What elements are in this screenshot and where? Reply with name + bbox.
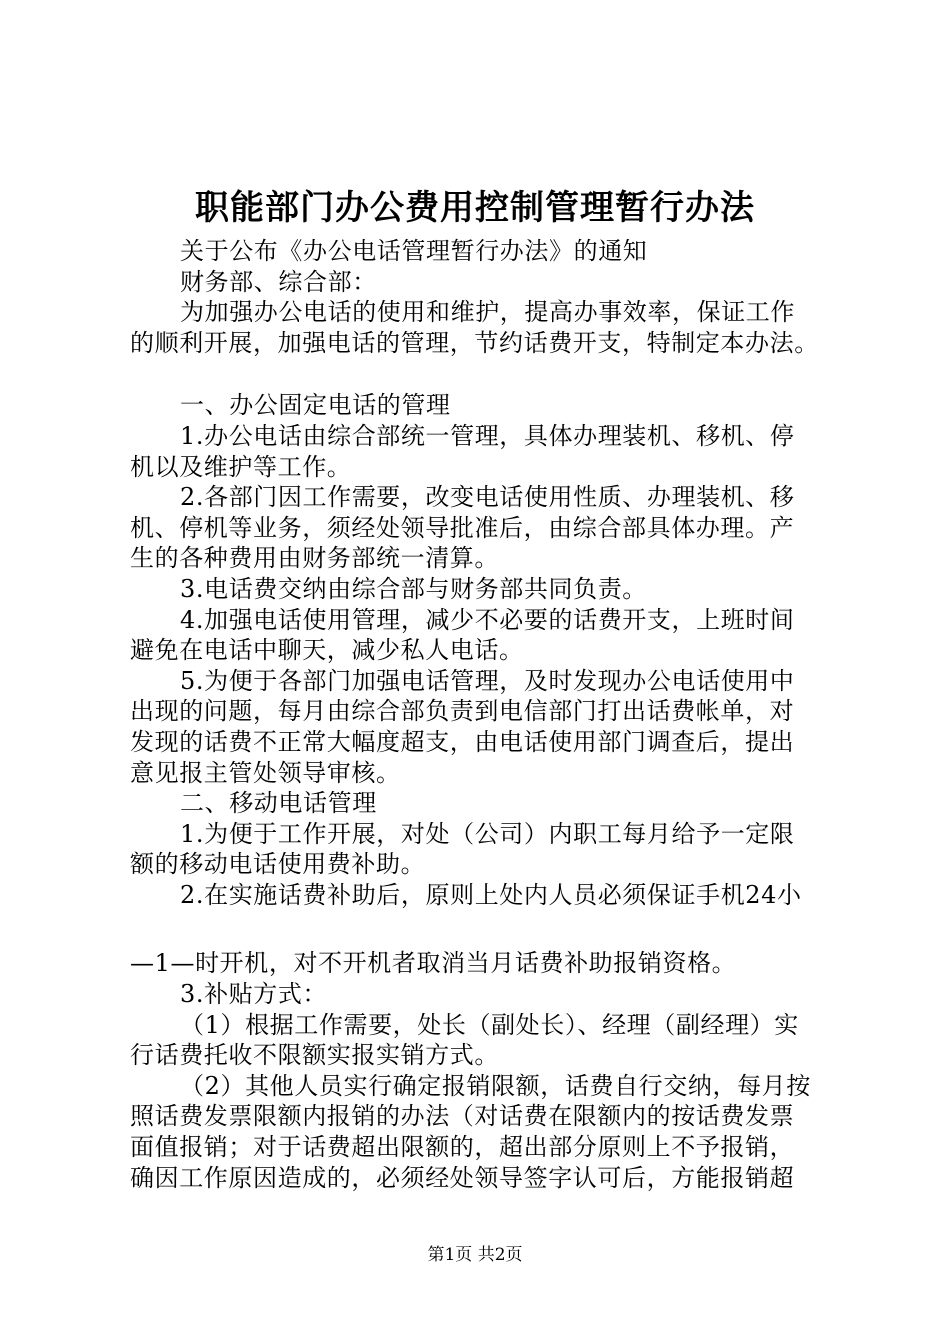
paragraph-line: 发现的话费不正常大幅度超支，由电话使用部门调查后，提出 [130, 727, 795, 756]
paragraph-line: 避免在电话中聊天，减少私人电话。 [130, 636, 524, 665]
recipients: 财务部、综合部： [180, 267, 377, 296]
paragraph-line: 2.在实施话费补助后，原则上处内人员必须保证手机24小 [180, 880, 802, 909]
page-indicator: 第1页 共2页 [427, 1245, 523, 1265]
paragraph-line: （1）根据工作需要，处长（副处长）、经理（副经理）实 [180, 1010, 799, 1039]
section-heading: 二、移动电话管理 [180, 789, 377, 818]
paragraph-line: 的顺利开展，加强电话的管理，节约话费开支，特制定本办法。 [130, 328, 819, 357]
paragraph-line: 面值报销；对于话费超出限额的，超出部分原则上不予报销， [130, 1133, 795, 1162]
paragraph-line: 1.为便于工作开展，对处（公司）内职工每月给予一定限 [180, 819, 795, 848]
paragraph-line: 确因工作原因造成的，必须经处领导签字认可后，方能报销超 [130, 1163, 795, 1192]
paragraph-line: 2.各部门因工作需要，改变电话使用性质、办理装机、移 [180, 483, 795, 512]
paragraph-line: （2）其他人员实行确定报销限额，话费自行交纳，每月按 [180, 1071, 811, 1100]
document-body [130, 236, 830, 1193]
paragraph-line: 意见报主管处领导审核。 [130, 758, 401, 787]
paragraph-line: 5.为便于各部门加强电话管理，及时发现办公电话使用中 [180, 666, 795, 695]
paragraph-line: 生的各种费用由财务部统一清算。 [130, 544, 499, 573]
paragraph-line: 3.电话费交纳由综合部与财务部共同负责。 [180, 574, 647, 603]
paragraph-line: —1—时开机，对不开机者取消当月话费补助报销资格。 [130, 949, 737, 978]
paragraph-line: 机、停机等业务，须经处领导批准后，由综合部具体办理。产 [130, 513, 795, 542]
paragraph-line: 机以及维护等工作。 [130, 452, 352, 481]
paragraph-line: 3.补贴方式： [180, 980, 328, 1009]
paragraph-line: 行话费托收不限额实报实销方式。 [130, 1041, 499, 1070]
paragraph-line: 出现的问题，每月由综合部负责到电信部门打出话费帐单，对 [130, 697, 795, 726]
paragraph-line: 4.加强电话使用管理，减少不必要的话费开支，上班时间 [180, 605, 795, 634]
spacer [130, 910, 830, 948]
notice-heading: 关于公布《办公电话管理暂行办法》的通知 [180, 237, 648, 265]
section-heading: 一、办公固定电话的管理 [180, 391, 451, 420]
paragraph-line: 为加强办公电话的使用和维护，提高办事效率，保证工作 [180, 298, 795, 327]
paragraph-line: 照话费发票限额内报销的办法（对话费在限额内的按话费发票 [130, 1102, 795, 1131]
paragraph-line: 额的移动电话使用费补助。 [130, 850, 426, 879]
page-title: 职能部门办公费用控制管理暂行办法 [195, 188, 755, 228]
spacer [130, 358, 830, 390]
paragraph-line: 1.办公电话由综合部统一管理，具体办理装机、移机、停 [180, 421, 795, 450]
